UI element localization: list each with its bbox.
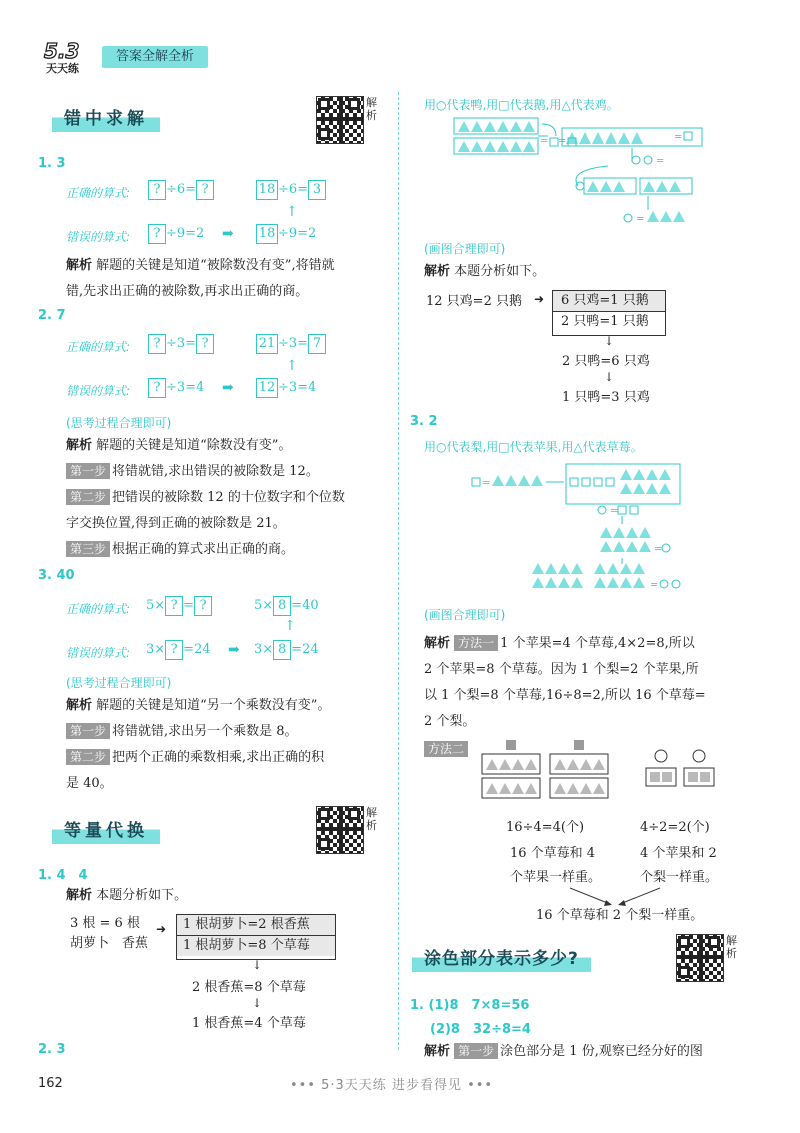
equiv-box	[176, 914, 336, 960]
qr-code-1[interactable]	[316, 96, 378, 146]
equation: 16÷4=4(个)	[506, 820, 585, 835]
section-title-1: 错中求解	[52, 106, 160, 132]
equiv-text: 1 根胡萝卜=8 个草莓	[177, 935, 335, 956]
step-1: 第一步 将错就错,求出另一个乘数是 8。	[66, 722, 298, 742]
equiv-text: 1 根胡萝卜=2 根香蕉	[177, 915, 335, 935]
converge-arrows	[540, 886, 690, 908]
wrong-formula: 3× ? =24	[146, 640, 211, 660]
method-2: 方法二	[424, 740, 470, 760]
analysis-text: 错,先求出正确的被除数,再求出正确的商。	[66, 284, 309, 299]
wrong-formula: ? ÷9=2	[148, 224, 204, 244]
step-2: 第二步 把错误的被除数 12 的十位数字和个位数	[66, 488, 345, 508]
svg-text:=: =	[482, 478, 491, 489]
note: (画图合理即可)	[424, 242, 506, 256]
svg-text:=: =	[674, 132, 683, 143]
equiv-text: 2 只鸭=6 只鸡	[562, 354, 650, 369]
footer-slogan: ••• 5·3天天练 进步看得见 •••	[290, 1078, 494, 1093]
correct-formula-solved: 21 ÷3= 7	[256, 334, 326, 354]
method-1: 解析 方法一 1 个苹果=4 个草莓,4×2=8,所以	[424, 636, 695, 651]
equiv-text: 6 只鸡=1 只鹅	[553, 291, 665, 311]
analysis-text: 解析 本题分析如下。	[66, 888, 188, 903]
question-number: 1. 3	[38, 156, 66, 171]
arrow-up-icon: ↑	[286, 358, 298, 374]
analysis-text: 解析 本题分析如下。	[424, 264, 546, 279]
svg-text:=: =	[610, 506, 619, 517]
equiv-text: 12 只鸡=2 只鹅	[426, 294, 522, 309]
equiv-text: 胡萝卜 香蕉	[70, 936, 149, 951]
question-number: 3. 2	[410, 414, 438, 429]
note: (画图合理即可)	[424, 608, 506, 622]
result-text: 4 个苹果和 2	[640, 846, 717, 861]
qr-code-2[interactable]	[316, 806, 378, 856]
question-number: 2. 3	[38, 1042, 66, 1057]
correct-formula: ? ÷3= ?	[148, 334, 214, 354]
analysis-text: 解析 解题的关键是知道“除数没有变”。	[66, 438, 292, 453]
note: (思考过程合理即可)	[66, 416, 172, 430]
section-title-2: 等量代换	[52, 818, 160, 844]
wrong-formula-solved: 12 ÷3=4	[256, 378, 316, 398]
qr-label: 解析	[366, 806, 377, 832]
correct-formula: ? ÷6= ?	[148, 180, 214, 200]
svg-text:=: =	[654, 544, 663, 555]
equiv-text: 2 只鸭=1 只鹅	[553, 311, 665, 332]
equation: 4÷2=2(个)	[640, 820, 710, 835]
arrow-down-icon: ↓	[604, 370, 615, 384]
qr-label: 解析	[366, 96, 377, 122]
svg-text:=: =	[558, 136, 567, 147]
correct-formula: 5× ? = ?	[146, 596, 212, 616]
page-number: 162	[38, 1076, 63, 1091]
question-number: 1. (1)8 7×8=56	[410, 998, 530, 1013]
conclusion: 16 个草莓和 2 个梨一样重。	[536, 908, 704, 923]
svg-text:5.3: 5.3	[44, 39, 80, 63]
step-2-cont: 字交换位置,得到正确的被除数是 21。	[66, 516, 286, 531]
arrow-right-icon: ➡	[228, 642, 240, 658]
arrow-down-icon: ↓	[252, 958, 263, 972]
wrong-formula-solved: 18 ÷9=2	[256, 224, 316, 244]
method-1-text: 以 1 个梨=8 个草莓,16÷8=2,所以 16 个草莓=	[424, 688, 706, 703]
wrong-label: 错误的算式:	[66, 230, 131, 244]
analysis-text: 解析 解题的关键是知道“被除数没有变”,将错就	[66, 258, 335, 273]
qr-code-3[interactable]	[676, 934, 738, 984]
correct-formula-solved: 5× 8 =40	[254, 596, 319, 616]
arrow-right-icon: ➜	[534, 292, 545, 306]
equiv-box	[552, 290, 666, 336]
arrow-right-icon: ➡	[222, 380, 234, 396]
arrow-right-icon: ➜	[156, 922, 167, 936]
column-divider	[398, 92, 399, 1050]
diagram-ducks	[452, 114, 712, 236]
analysis-text: 解析 第一步 涂色部分是 1 份,观察已经分好的图	[424, 1044, 703, 1059]
arrow-up-icon: ↑	[286, 204, 298, 220]
question-number: 2. 7	[38, 308, 66, 323]
equiv-text: 2 根香蕉=8 个草莓	[192, 980, 306, 995]
question-number: 3. 40	[38, 568, 75, 583]
correct-label: 正确的算式:	[66, 340, 131, 354]
step-2: 第二步 把两个正确的乘数相乘,求出正确的积	[66, 748, 324, 768]
step-2-cont: 是 40。	[66, 776, 113, 791]
arrow-down-icon: ↓	[252, 996, 263, 1010]
svg-text:=: =	[650, 580, 659, 591]
arrow-up-icon: ↑	[284, 618, 296, 634]
correct-label: 正确的算式:	[66, 186, 131, 200]
wrong-formula: ? ÷3=4	[148, 378, 204, 398]
question-number: (2)8 32÷8=4	[430, 1022, 531, 1037]
diagram-fruit	[470, 460, 690, 596]
question-number: 1. 4 4	[38, 868, 88, 883]
legend-text: 用○代表梨,用□代表苹果,用△代表草莓。	[424, 440, 643, 454]
analysis-text: 解析 解题的关键是知道“另一个乘数没有变”。	[66, 698, 331, 713]
equiv-text: 1 根香蕉=4 个草莓	[192, 1016, 306, 1031]
method-1-text: 2 个梨。	[424, 714, 476, 729]
correct-formula-solved: 18 ÷6= 3	[256, 180, 326, 200]
step-3: 第三步 根据正确的算式求出正确的商。	[66, 540, 294, 560]
result-text: 个苹果一样重。	[510, 870, 602, 885]
qr-label: 解析	[726, 934, 737, 960]
svg-text:=: =	[636, 214, 645, 225]
equiv-text: 3 根 = 6 根	[70, 916, 140, 931]
method-1-text: 2 个苹果=8 个草莓。因为 1 个梨=2 个苹果,所	[424, 662, 699, 677]
header-badge: 答案全解全析	[102, 46, 208, 68]
correct-label: 正确的算式:	[66, 602, 131, 616]
equiv-text: 1 只鸭=3 只鸡	[562, 390, 650, 405]
wrong-label: 错误的算式:	[66, 646, 131, 660]
svg-text:=: =	[540, 136, 549, 147]
svg-text:=: =	[656, 156, 665, 167]
arrow-right-icon: ➡	[222, 226, 234, 242]
legend-text: 用○代表鸭,用□代表鹅,用△代表鸡。	[424, 98, 619, 112]
arrow-down-icon: ↓	[604, 334, 615, 348]
result-text: 16 个草莓和 4	[510, 846, 596, 861]
section-title-3: 涂色部分表示多少?	[412, 946, 591, 972]
diagram-scale	[480, 740, 730, 810]
svg-text:天天练: 天天练	[46, 62, 79, 75]
logo	[42, 38, 100, 76]
step-1: 第一步 将错就错,求出错误的被除数是 12。	[66, 462, 319, 482]
wrong-label: 错误的算式:	[66, 384, 131, 398]
wrong-formula-solved: 3× 8 =24	[254, 640, 319, 660]
result-text: 个梨一样重。	[640, 870, 719, 885]
note: (思考过程合理即可)	[66, 676, 172, 690]
